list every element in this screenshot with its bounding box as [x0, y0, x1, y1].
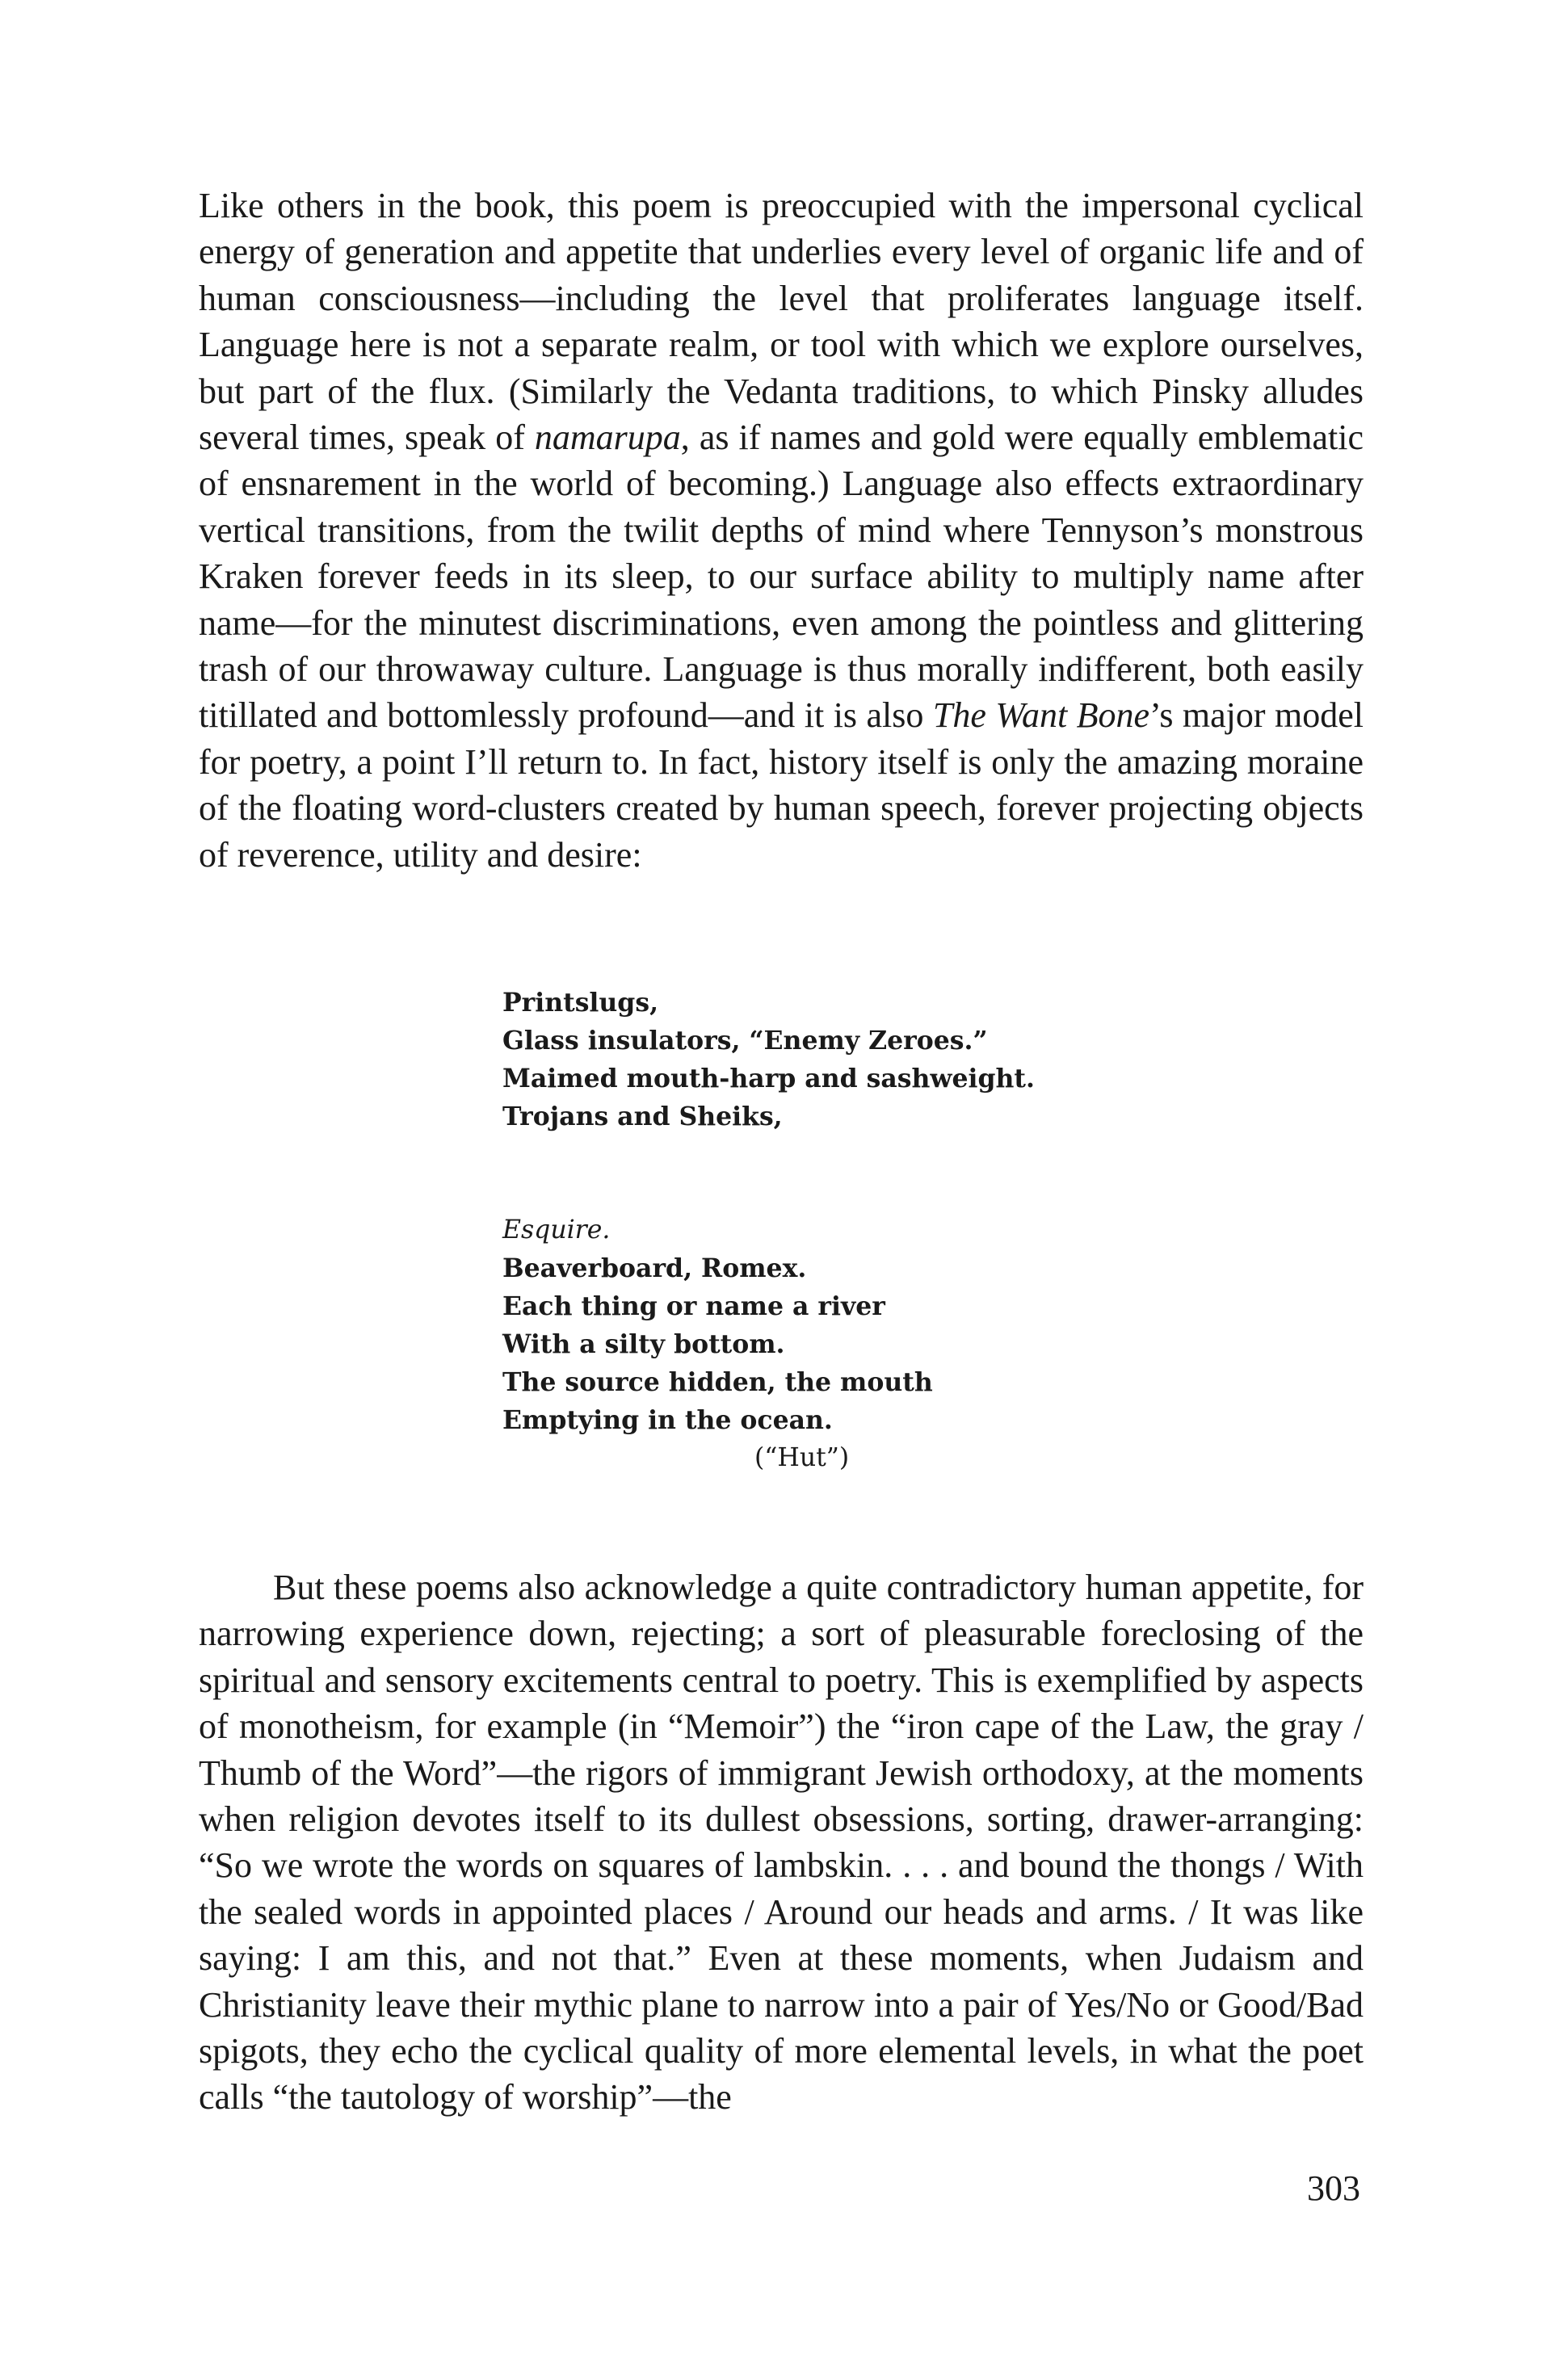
body-paragraph-2 [199, 1564, 1364, 2121]
paragraph-text-part-1: Like others in the book, this poem is preoccupied with the impersonal cyclical energy of generation and appetite that underlies every level of organic life and of human consciousness—including the level that proliferates language itself. Language here is not a separate realm, or tool with which we explore ourselves, but part of the flux. (Similarly the Vedanta traditions, to which Pinsky alludes several times, speak of [199, 186, 1364, 458]
poem-line: Glass insulators, “Enemy Zeroes.” [502, 1026, 988, 1056]
paragraph-text-part-2: , as if names and gold were equally emblematic of ensnarement in the world of becoming.) Language also effects extraordinary vertical transitions, from the twilit depths of mind where Tennyson’s monstrous Kraken forever feeds in its sleep, to our surface ability to multiply name after name—for the minutest discriminations, even among the pointless and glittering trash of our throwaway culture. Language is thus morally indifferent, both easily titillated and bottomlessly profound—and it is also [199, 418, 1364, 736]
poem-line: Beaverboard, Romex. [502, 1253, 807, 1283]
poem-excerpt [502, 984, 1116, 1477]
poem-line: Emptying in the ocean. [502, 1405, 833, 1435]
poem-line: Trojans and Sheiks, [502, 1102, 783, 1131]
poem-line: Printslugs, [502, 988, 659, 1018]
poem-line: Maimed mouth-harp and sashweight. [502, 1064, 1035, 1093]
paragraph-text: But these poems also acknowledge a quite contradictory human appetite, for narrowing experience down, rejecting; a sort of pleasurable foreclosing of the spiritual and sensory excitements central to poetry. This is exemplified by aspects of monotheism, for example (in “Memoir”) the “iron cape of the Law, the gray / Thumb of the Word”—the rigors of immigrant Jewish orthodoxy, at the moments when religion devotes itself to its dullest obsessions, sorting, drawer-arranging: “So we wrote the words on squares of lambskin. . . . and bound the thongs / With the sealed words in appointed places / Around our heads and arms. / It was like saying: I am this, and not that.” Even at these moments, when Judaism and Christianity leave their mythic plane to narrow into a pair of Yes/No or Good/Bad spigots, they echo the cyclical quality of more elemental levels, in what the poet calls “the tautology of worship”—the [199, 1568, 1364, 2118]
page-number: 303 [1307, 2168, 1360, 2208]
body-paragraph-1 [199, 183, 1364, 878]
book-title: The Want Bone [932, 695, 1150, 736]
poem-line: With a silty bottom. [502, 1329, 785, 1359]
poem-line-italic: Esquire. [502, 1215, 611, 1245]
namarupa-term: namarupa [534, 418, 681, 458]
paragraph-text [199, 183, 1364, 878]
poem-citation: (“Hut”) [754, 1443, 850, 1472]
paragraph-text-part-3: ’s major model for poetry, a point I’ll return to. In fact, history itself is only the amazing moraine of the floating word-clusters created by human speech, forever projecting objects of reverence, utility and desire: [199, 695, 1364, 875]
poem-line: Each thing or name a river [502, 1291, 885, 1321]
poem-line: The source hidden, the mouth [502, 1367, 933, 1397]
stanza-break [502, 1135, 1116, 1211]
